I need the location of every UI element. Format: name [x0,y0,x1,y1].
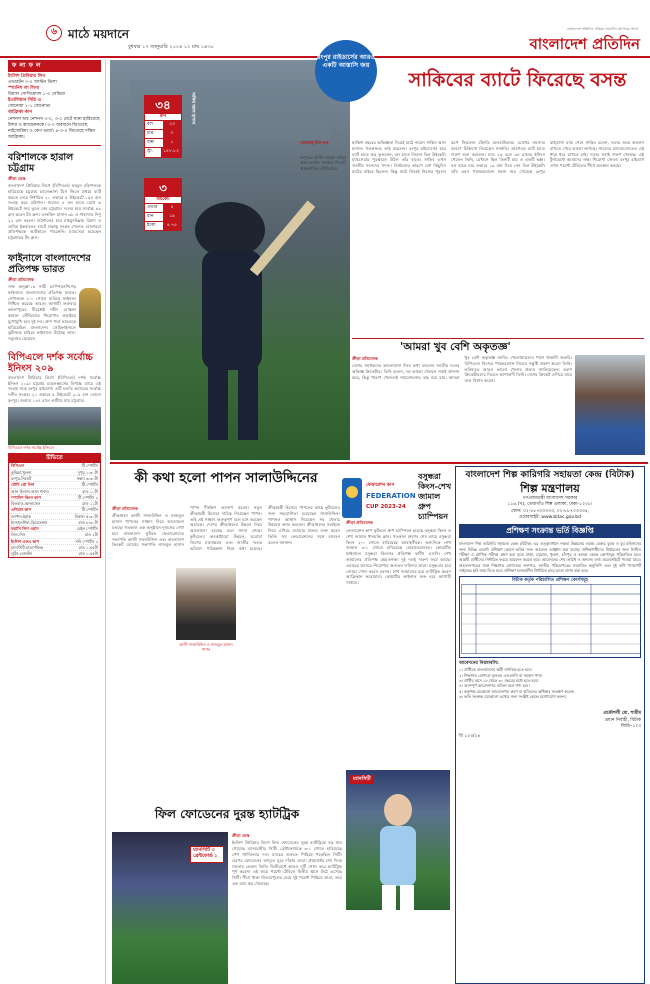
result-title: ইতালিয়ান সিরি এ [8,98,41,104]
wickets-value: ৩ [145,179,181,197]
header-date: বুধবার ১৭ জানুয়ারি ২০২৪ ১২ মাঘ ১৪৩০ [128,44,214,50]
tv-heading: টিভিতে [9,454,100,463]
stat-row: চার ৩ [145,129,181,138]
foden-body-wrap [232,832,342,984]
salauddin-body-wrap [112,505,340,805]
result-title: আফ্রিকা কাপ [8,110,33,116]
stat-row: ওভার ৪ [145,203,181,212]
salauddin-caption: কাজী সালাউদ্দিন ও নাজমুল হাসান পাপন [179,642,233,653]
final-body: সাফ অনূর্ধ্ব-১৬ নারী চ্যাম্পিয়নশিপের ফাইনালে বাংলাদেশের প্রতিপক্ষ ভারত। নেপালকে ২-০ গোলে হারিয়ে ফাইনাল নিশ্চিত করেছে ভারত। আগামী শুক্রবার কমলাপুরের বীরশ্রেষ্ঠ শহীদ মোস্তফা কামাল স্টেডিয়ামে শিরোপার লড়াইয়ে মুখোমুখি হবে দুই দল। গ্রুপ পর্বে ভারতকে হারিয়েছিল বাংলাদেশ। সেমিফাইনালে ভুটানকে হারিয়ে ফাইনালে উঠেছে লাল-সবুজের মেয়েরা। [8,284,76,342]
result-title: ইংলিশ প্রিমিয়ার লিগ [8,74,46,80]
federation-byline: ক্রীড়া প্রতিবেদক [346,520,373,525]
stat-row: স্ট্রা. ১৪৭.৮২ [145,147,181,156]
ad-condition: ৩। প্রার্থীর বয়স ১৮ থেকে ৩০ বছরের মধ্যে হতে হবে। [459,678,539,684]
runs-label: রান [145,114,181,120]
ad-signer-title: প্রধান নির্বাহী, বিটাক [604,717,641,723]
ad-table-grid [461,584,641,654]
bpl-headline: বিপিএলে দর্শক সর্বোচ্চ ইনিংস ২০৯ [8,352,93,375]
stat-row: ছক্কা ১ [145,138,181,147]
ad-condition: ৬। ভর্তি সংক্রান্ত যেকোনো তথ্যের জন্য সংশ্লিষ্ট কেন্দ্রে যোগাযোগ করুন। [459,694,566,699]
result-text: নেশনস অব নেশনস ৩-০, ৩-০ মেটে ঘানা হারিয়েছে মিশর ও ক্যামেরুনকে। ৩-০ ব্যবধানে জিতেছে নাইজেরিয়া ও কেপ ভার্দে। ৪-৩-০ জিতেছে দক্ষিণ আফ্রিকা। [8,116,100,140]
ad-ministry: শিল্প মন্ত্রণালয় [520,481,580,495]
ad-table-title: বিটাক কর্তৃক পরিচালিত প্রশিক্ষণ কোর্সসমূহ [512,578,588,584]
ad-course-table [459,576,641,658]
ad-condition: ৫। কর্তৃপক্ষ যেকোনো আবেদনপত্র গ্রহণ বা বাতিলের অধিকার সংরক্ষণ করেন। [459,688,575,694]
divider [110,462,648,464]
tv-row: ফরাসি লিগ ওয়ান বেইন স্পোর্টস [11,526,98,532]
ad-notice-title: প্রশিক্ষণ সংক্রান্ত ভর্তি বিজ্ঞপ্তি [459,524,641,538]
foden-byline: ক্রীড়া ডেস্ক [232,833,250,838]
tv-row: কুমিল্লা-খুলনা দুপুর ১:৩০টা [11,469,98,475]
tv-row: রংপুর-সিলেট সন্ধ্যা ৬:৩০টা [11,476,98,482]
ad-conditions-title: আবেদনের নিয়মাবলি: [459,661,499,667]
results-banner: ফলাফল [8,60,101,72]
salauddin-byline: ক্রীড়া প্রতিবেদক [112,506,138,511]
runs-stat-box [144,95,182,158]
divider [352,338,644,339]
result-text: রিয়াল সোসিয়েদাদ ১-০ সেভিয়া [8,92,66,98]
result-text: এভারটন ০-০ আস্টন ভিলা [8,80,57,86]
ad-condition: ৪। অসম্পূর্ণ আবেদনপত্র বাতিল বলে গণ্য হবে। [459,683,530,689]
ad-footer-code: বি ১২৩/২৪ [459,734,481,740]
masthead-tagline: বাংলাদেশ প্রতিদিন পত্রিকা সারাদিন আপনার পাশে [567,27,638,31]
tv-row: বিলবাও-আলাভেস রাত ১১টা [11,501,98,507]
runs-value: ৩৪ [145,96,181,114]
page-number: ৬ [46,25,62,41]
federation-headline: বসুন্ধরা কিংস-শেখ জামাল গ্রুপ চ্যাম্পিয়ন [418,472,452,521]
tv-schedule [8,453,101,558]
quote-body: দেশের সমর্থকদের ভালোবাসা নিয়ে কথা বললেন জাতীয় দলের অভিজ্ঞ ক্রিকেটার। তিনি বলেন, দল ভালো খেললে সবাই প্রশংসা করে, কিন্তু খারাপ খেললেই সমালোচনার ঝড় বয়ে যায়। আমরা খুব বেশি অকৃতজ্ঞ জাতি। খেলোয়াড়দের পাশে থাকাটা জরুরি। বিপিএলে নিজের পারফরম্যান্স নিয়েও সন্তুষ্টি প্রকাশ করেন তিনি। ভবিষ্যতে আরও ভালো খেলার প্রত্যয় জানিয়েছেন। তরুণ ক্রিকেটারদের নিয়েও আশাবাদী তিনি। দেশের ক্রিকেট এগিয়ে যাবে বলে বিশ্বাস করেন। [352,355,572,384]
barishal-body: বাংলাদেশ প্রিমিয়ার লিগে (বিপিএল) ফরচুন বরিশালকে হারিয়েছে চট্টগ্রাম চ্যালেঞ্জার্স। টসে জিতে প্রথমে ব্যাট করতে নেমে নির্ধারিত ২০ ওভারে ৫ উইকেটে ১৫৪ রান সংগ্রহ করে বরিশাল। জবাবে ৪ বল হাতে রেখে ৬ উইকেটে জয় তুলে নেয় চট্টগ্রাম। দলের হয়ে সর্বোচ্চ ৪৯ রান করেন টম ব্রুস। তানজিদ হাসান ৩৮ ও শাহাদাত দিপু ২২ রান করেন। বরিশালের হয়ে মাহমুদউল্লাহ রিয়াদ ও তামিম ইকবালের ব্যাটে লড়াকু সংগ্রহ পেলেও বোলাররা প্রতিপক্ষকে আটকাতে পারেননি। ম্যাচসেরা হয়েছেন চট্টগ্রামের টম ব্রুস। [8,182,101,241]
quote-photo [575,355,645,455]
svg-text:FEDERATION: FEDERATION [366,492,416,500]
ad-signature-block [459,711,641,730]
tv-row: স্প্যানিশ কিংস কাপ টি স্পোর্টস ২ [11,494,98,500]
svg-text:ফেডারেশন কাপ: ফেডারেশন কাপ [366,483,395,488]
main-byline: মেজবাহ্-উল-হক [300,140,329,145]
ad-title: বাংলাদেশ শিল্প কারিগরি সহায়তা কেন্দ্র (বিটাক) [465,470,635,480]
federation-body: ফেডারেশন কাপ ফুটবলে গ্রুপ চ্যাম্পিয়ন হয়েছে বসুন্ধরা কিংস ও শেখ জামাল ধানমন্ডি ক্লাব। গতকাল গ্রুপের শেষ ম্যাচে বসুন্ধরা কিংস ২-০ গোলে হারিয়েছে আবাহনীকে। অন্যদিকে শেখ জামাল ৩-১ গোলে হারিয়েছে মোহামেডানকে। কোয়ার্টার ফাইনালে বসুন্ধরা কিংসের প্রতিপক্ষ ফর্টিস এফসি। শেখ জামালের প্রতিপক্ষ রহমতগঞ্জ। দুই দলই দারুণ ফর্মে আছে। এবারের আসরে শিরোপার অন্যতম দাবিদার তারা। বসুন্ধরার হয়ে জোড়া গোল করেন রবসন। শেখ জামালের হয়ে হ্যাটট্রিক করেন আফ্রিকান ফরোয়ার্ড। কোয়ার্টার ফাইনাল শুরু হবে আগামী সপ্তাহে। [346,528,451,586]
wickets-label: উইকেট [145,197,181,203]
salauddin-headline: কী কথা হলো পাপন সালাউদ্দিনের [134,470,318,486]
player-name-vertical: সাকিব আল হাসান [190,92,195,125]
final-headline: ফাইনালে বাংলাদেশের প্রতিপক্ষ ভারত [8,252,91,276]
ad-website: ওয়েবসাইট: www.bitac.gov.bd [519,514,581,520]
tv-row: ইন্দোনেশিয়া-ভিয়েতনাম রাত ৮:৩০টা [11,519,98,525]
barishal-byline: ক্রীড়া ডেস্ক [8,175,26,181]
tv-row: আল হিলাল-আল শাবাব রাত ১০টা [11,488,98,494]
bpl-body: বাংলাদেশ প্রিমিয়ার লিগে (বিপিএল) দর্শক সর্বোচ্চ ইনিংস ২০৯। চট্টগ্রাম চ্যালেঞ্জার্সের বিপক্ষে ম্যাচে এই সংগ্রহ গড়ে রংপুর রাইডার্স। এটি চলতি আসরের সর্বোচ্চ দলীয় সংগ্রহ। ২০ ওভারে ৫ উইকেটে ২০৯ রান তোলে রংপুর। জবাবে ১৪৭ রানে গুটিয়ে যায় চট্টগ্রাম। [8,374,101,404]
svg-text:CUP 2023-24: CUP 2023-24 [366,504,406,510]
tv-row: লুটন-বোলটন রাত ১:৪৫টা [11,551,98,557]
quote-byline: ক্রীড়া প্রতিবেদক [352,356,378,361]
section-title: মাঠে ময়দানে [68,27,130,41]
barishal-headline: বরিশালকে হারাল চট্টগ্রাম [8,151,74,175]
quote-body-wrap [352,355,572,457]
tv-row: ম্যানসিটি-হাডার্সফিল্ড রাত ১:৪৫টা [11,544,98,550]
left-column [0,60,106,984]
tv-row: এশিয়ান কাপ টি স্পোর্টস [11,507,98,513]
result-text: জেনোয়া ২-১ জেনোভা [8,104,51,110]
result-title: স্প্যানিশ লা লিগা [8,86,40,92]
quote-headline: 'আমরা খুব বেশি অকৃতজ্ঞ' [400,341,511,353]
bpl-caption: বিপিএলে দর্শক সর্বোচ্চ ইনিংসে [8,444,54,450]
results-list [8,74,101,141]
ad-govt: গণপ্রজাতন্ত্রী বাংলাদেশ সরকার [522,495,578,501]
ad-signer: প্রকৌশলী মো. শামীম [603,711,641,717]
ad-condition: ১। প্রার্থীকে বাংলাদেশের স্থায়ী নাগরিক হতে হবে। [459,667,532,673]
ad-phone: ফোন: ০২-৮৮৭০৩৩৩৩, ০২-৮৮৭০৩৩৩৪, [510,508,590,514]
masthead: বাংলাদেশ প্রতিদিন [529,35,640,53]
tv-row: জাপান-ইরাক বিকাল ৫:৩০টা [11,513,98,519]
foden-photo [346,770,450,910]
stat-row: রান ১৯ [145,212,181,221]
ad-condition: ২। শিক্ষাগত যোগ্যতা ন্যূনতম এসএসসি বা সমমান পাস। [459,672,543,678]
tv-row: ইংলিশ এফএ কাপ সনি স্পোর্টস ২ [11,538,98,544]
tv-row: সৌদি প্রো লিগ টি স্পোর্টস [11,482,98,488]
bpl-photo [8,407,101,445]
trophy-photo [79,288,101,328]
ad-signer-code: জিডি-১২৩ [620,723,641,729]
ad-address: ১১৬ (খ), তেজগাঁও শিল্প এলাকা, ঢাকা-১২০৮। [507,502,593,508]
salauddin-photo [176,568,236,640]
final-byline: ক্রীড়া প্রতিবেদক [8,276,34,282]
foden-headline: ফিল ফোডেনের দুরন্ত হ্যাটট্রিক [154,807,300,821]
tv-row: লিল-নিস রাত ২টা [11,532,98,538]
salauddin-body: ক্রীড়াঙ্গনে কাজী সালাউদ্দিন ও নাজমুল হাসান পাপনের সাক্ষাৎ নিয়ে আলোচনা চলছে। গতকাল এক অনুষ্ঠানে দুজনের দেখা হয়। বাংলাদেশ ফুটবল ফেডারেশনের সভাপতি কাজী সালাউদ্দিন এবং বাংলাদেশ ক্রিকেট বোর্ডের সভাপতি নাজমুল হাসান পাপন দীর্ঘক্ষণ আলাপ করেন। নতুন ক্রীড়ামন্ত্রী হিসেবে দায়িত্ব নিয়েছেন পাপন। তাই এই সাক্ষাৎ গুরুত্বপূর্ণ বলে মনে করছেন অনেকে। দেশের ক্রীড়াঙ্গনের উন্নয়ন নিয়ে আলোচনা হয়েছে বলে জানা গেছে। ফুটবলের অবকাঠামো উন্নয়ন, ঘরোয়া লিগের মানোন্নয়ন এবং জাতীয় দলের ভবিষ্যৎ পরিকল্পনা নিয়ে কথা হয়েছে। ক্রীড়ামন্ত্রী হিসেবে পাপনের কাছে ফুটবলের জন্য সহযোগিতা চেয়েছেন সালাউদ্দিন। পাপনও আশ্বাস দিয়েছেন সব খেলার উন্নয়নে কাজ করবেন। ক্রীড়াঙ্গনের সবাইকে নিয়ে এগিয়ে যাওয়ার প্রত্যয় ব্যক্ত করেন তিনি। সব ফেডারেশনের সঙ্গে বসবেন বলেও জানান। [112,505,340,551]
federation-cup-logo [340,474,416,524]
stat-row: ইকো. ৪.৭৫ [145,221,181,230]
foden-body: ইংলিশ প্রিমিয়ার লিগে ফিল ফোডেনের দুরন্ত হ্যাটট্রিকে বড় জয় পেয়েছে ম্যানচেস্টার সিটি। ব্রেন্টফোর্ডকে ৩-১ গোলে হারিয়েছে পেপ গার্দিওলার দল। ম্যাচের শুরুতে পিছিয়ে পড়েছিল সিটি। এরপর ফোডেনের জাদুতে ঘুরে দাঁড়ায় তারা। প্রথমার্ধের শেষ দিকে সমতায় ফেরান তিনি। দ্বিতীয়ার্ধে আরও দুটি গোল করে হ্যাটট্রিক পূর্ণ করেন। এই জয়ে পয়েন্ট টেবিলে দ্বিতীয় স্থানে উঠে এসেছে সিটি। শীর্ষে থাকা লিভারপুলের চেয়ে দুই পয়েন্ট পিছিয়ে তারা, তবে এক ম্যাচ কম খেলেছে। [232,840,342,886]
bitac-advertisement [455,466,645,984]
foden-scoreline: ম্যানসিটি ৩ ব্রেন্টফোর্ড ১ [190,846,224,863]
wickets-stat-box [144,178,182,231]
main-caption: রংপুরের ব্যাটিং তারকা সাকিব আল হাসান। গতকাল সিলেট আন্তর্জাতিক স্টেডিয়ামে [300,155,347,171]
main-body: ছাব্বিশ বছরের অভিজ্ঞতা দিয়েই মাঠে নামেন সাকিব আল হাসান। গতকালও তাই করলেন। রংপুর রাইডার্সের হয়ে ব্যাট হাতে ঝড় তুললেন, বল হাতে নিলেন তিন উইকেট। ম্যাচসেরার পুরস্কারও উঠল তাঁর হাতে। সাকিব এখন জাতীয় সংসদের সদস্য। নির্বাচনের কারণে বেশ কিছুদিন মাঠের বাইরে ছিলেন। কিন্তু মাঠে ফিরেই নিজের পুরনো রূপে ফিরলেন বাঁহাতি অলরাউন্ডার। চোখের সমস্যার কারণে চিকিৎসা নিয়েছেন সম্প্রতি। তারপরও ব্যাট হাতে দারুণ শুরু করলেন। মাত্র ২৩ বলে ৩৪ রানের ইনিংস খেলেন তিনি, যেখানে ছিল তিনটি চার ও একটি ছক্কা। বল হাতে চার ওভারে ১৯ রান দিয়ে নেন তিন উইকেট। তাঁর এমন পারফরম্যান্সে সহজ জয় পেয়েছে রংপুর রাইডার্স। ম্যাচ শেষে সাকিব বলেন, দলের জয়ে অবদান রাখতে পেরে ভালো লাগছে। সামনের ম্যাচগুলোতেও এই ধারা ধরে রাখতে চাই। দলের সবাই দারুণ খেলছে। এই টুর্নামেন্টে আমাদের লক্ষ্য শিরোপা জেতা। রংপুর রাইডার্স এখন পয়েন্ট টেবিলের শীর্ষে অবস্থান করছে। [352,140,644,174]
rangpur-badge: রংপুর রাইডার্সের আরও একটি আস্তাসি জয় [315,40,377,102]
foden-photo-label: ম্যানসিটি [350,775,374,784]
tv-row: বিপিএল টি স্পোর্টস [11,463,98,469]
main-headline: সাকিবের ব্যাটে ফিরেছে বসন্ত [408,69,627,91]
stat-row: বল ২৩ [145,120,181,129]
ad-notice: বাংলাদেশ শিল্প কারিগরি সহায়তা কেন্দ্র (বিটাক) এর তত্ত্বাবধানে দক্ষতা উন্নয়নের লক্ষ্যে বেকার যুবক ও যুব মহিলাদের জন্য বিভিন্ন মেয়াদি প্রশিক্ষণ কোর্সে ভর্তির জন্য আবেদন আহ্বান করা যাচ্ছে। প্রশিক্ষণার্থীদের নির্বাচনের জন্য লিখিত পরীক্ষা ও মৌখিক পরীক্ষা গ্রহণ করা হবে। ঢাকা, চট্টগ্রাম, খুলনা, চাঁদপুর ও বগুড়া কেন্দ্রে কোর্সসমূহ পরিচালিত হবে। আগ্রহী প্রার্থীদের নির্ধারিত ফরমে আবেদন করতে হবে। আবেদনের শেষ তারিখ ও অন্যান্য তথ্য ওয়েবসাইটে পাওয়া যাবে। আবেদনপত্রের সঙ্গে শিক্ষাগত যোগ্যতার সনদপত্র, জাতীয় পরিচয়পত্রের সত্যায়িত অনুলিপি এবং দুই কপি পাসপোর্ট সাইজের ছবি জমা দিতে হবে। প্রশিক্ষণ চলাকালীন নির্ধারিত হারে ভাতা প্রদান করা হবে। [459,541,641,573]
